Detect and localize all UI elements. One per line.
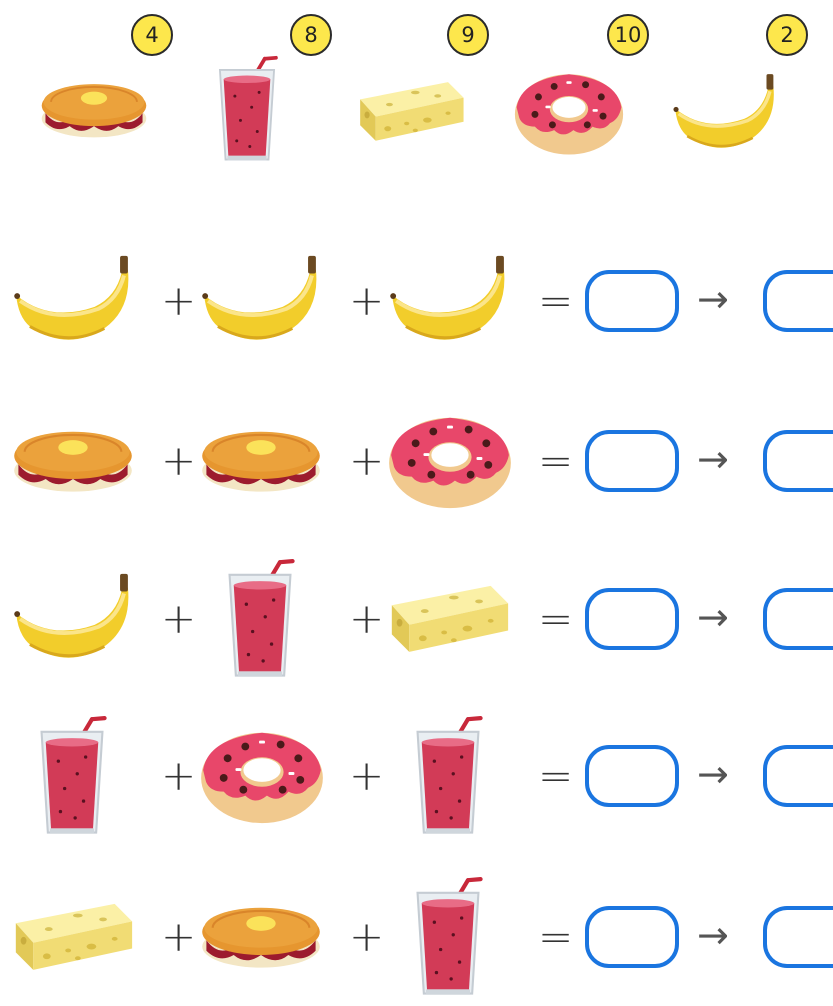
plus-sign: + <box>161 594 197 643</box>
value-badge-pancake: 4 <box>131 14 173 56</box>
smoothie-icon <box>220 558 300 684</box>
value-badge-smoothie: 8 <box>290 14 332 56</box>
equals-sign: = <box>538 751 574 800</box>
pancake-icon <box>198 892 324 976</box>
answer-box[interactable] <box>585 745 679 807</box>
equation-row <box>0 390 833 530</box>
smoothie-icon <box>408 715 488 841</box>
equation-row <box>0 705 833 845</box>
banana-icon <box>198 250 326 348</box>
arrow-icon: → <box>697 752 729 796</box>
plus-sign: + <box>161 912 197 961</box>
smoothie-icon <box>32 715 112 841</box>
equation-row <box>0 230 833 370</box>
pancake-icon <box>10 416 136 500</box>
pancake-icon <box>198 416 324 500</box>
equals-sign: = <box>538 912 574 961</box>
banana-icon <box>10 250 138 348</box>
arrow-icon: → <box>697 913 729 957</box>
equals-sign: = <box>538 436 574 485</box>
smoothie-icon <box>212 55 282 167</box>
answer-box-next[interactable] <box>763 745 833 807</box>
plus-sign: + <box>349 751 385 800</box>
equation-row <box>0 866 833 1006</box>
banana-icon <box>670 68 782 156</box>
plus-sign: + <box>349 912 385 961</box>
plus-sign: + <box>349 436 385 485</box>
answer-box-next[interactable] <box>763 270 833 332</box>
value-badge-banana: 2 <box>766 14 808 56</box>
plus-sign: + <box>349 594 385 643</box>
answer-box[interactable] <box>585 906 679 968</box>
cheese-icon <box>10 892 136 974</box>
smoothie-icon <box>408 876 488 1002</box>
arrow-icon: → <box>697 437 729 481</box>
cheese-icon <box>386 574 512 656</box>
plus-sign: + <box>161 751 197 800</box>
answer-box[interactable] <box>585 270 679 332</box>
donut-icon <box>386 404 514 512</box>
answer-box[interactable] <box>585 588 679 650</box>
banana-icon <box>10 568 138 666</box>
arrow-icon: → <box>697 595 729 639</box>
plus-sign: + <box>349 276 385 325</box>
answer-box-next[interactable] <box>763 588 833 650</box>
value-badge-cheese: 9 <box>447 14 489 56</box>
plus-sign: + <box>161 436 197 485</box>
banana-icon <box>386 250 514 348</box>
equals-sign: = <box>538 594 574 643</box>
equation-row <box>0 548 833 688</box>
answer-box-next[interactable] <box>763 906 833 968</box>
donut-icon <box>198 719 326 827</box>
answer-box-next[interactable] <box>763 430 833 492</box>
donut-icon <box>512 62 626 158</box>
answer-box[interactable] <box>585 430 679 492</box>
value-badge-donut: 10 <box>607 14 649 56</box>
arrow-icon: → <box>697 277 729 321</box>
plus-sign: + <box>161 276 197 325</box>
cheese-icon <box>355 72 467 144</box>
pancake-icon <box>38 70 150 145</box>
equals-sign: = <box>538 276 574 325</box>
